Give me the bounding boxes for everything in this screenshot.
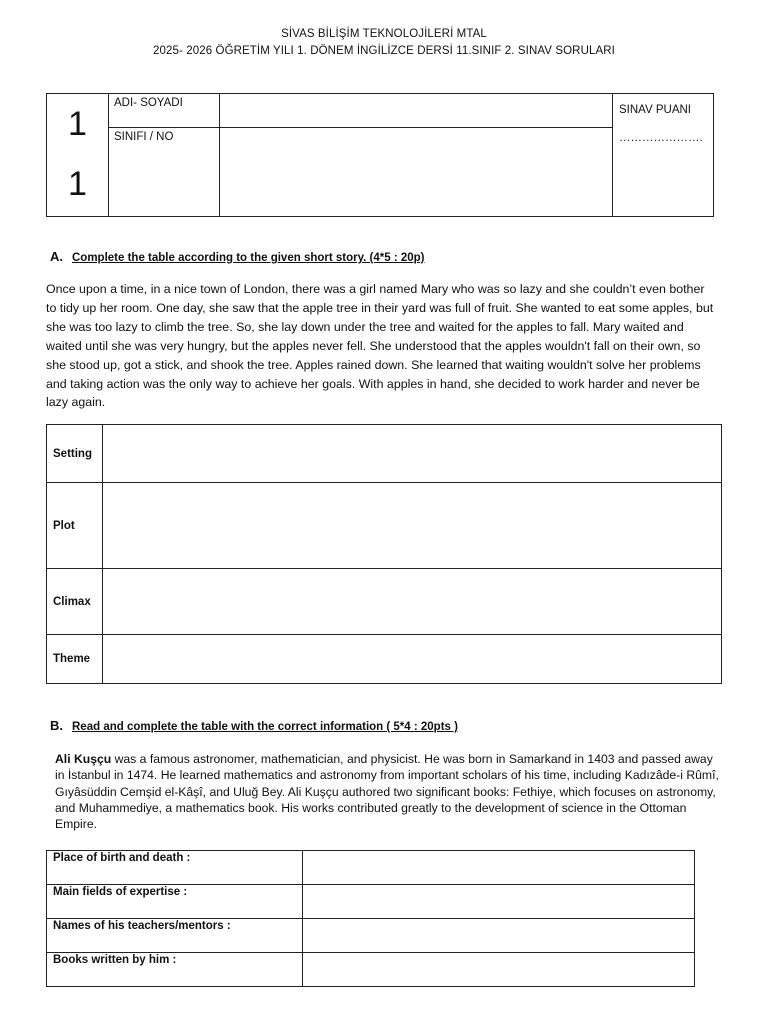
table-row bbox=[47, 483, 722, 569]
birth-death-answer[interactable] bbox=[303, 851, 695, 885]
name-field[interactable] bbox=[220, 94, 612, 128]
student-info-box bbox=[46, 93, 714, 217]
section-a-letter: A. bbox=[50, 249, 63, 264]
table-row bbox=[47, 425, 722, 483]
exam-score-cell bbox=[612, 94, 713, 216]
table-row bbox=[47, 569, 722, 635]
section-a-instruction: Complete the table according to the given short story. (4*5 : 20p) bbox=[72, 252, 425, 264]
school-name: SİVAS BİLİŞİM TEKNOLOJİLERİ MTAL bbox=[281, 28, 487, 40]
climax-label: Climax bbox=[47, 569, 103, 635]
biography-text: was a famous astronomer, mathematician, and physicist. He was born in Samarkand in 1403 and passed away in İstanbul in 1474. He learned mathematics and astronomy from important scholars of his time, including Kadızâde-i Rûmî, Gıyâsüddin Cemşid el-Kâşî, and Uluğ Bey. Ali Kuşçu authored two significant books: Fethiye, which focuses on astronomy, and Muhammediye, a mathematics book. His works contributed greatly to the development of science in the Ottoman Empire. bbox=[55, 752, 719, 832]
grade-digit-2: 1 bbox=[68, 165, 87, 203]
name-label: ADI- SOYADI bbox=[108, 94, 220, 128]
teachers-label: Names of his teachers/mentors : bbox=[47, 919, 303, 953]
grade-number bbox=[47, 94, 109, 216]
exam-score-label: SINAV PUANI bbox=[619, 104, 691, 116]
theme-answer[interactable] bbox=[103, 635, 722, 684]
grade-digit-1: 1 bbox=[68, 105, 87, 143]
section-b-title bbox=[50, 718, 458, 733]
expertise-answer[interactable] bbox=[303, 885, 695, 919]
climax-answer[interactable] bbox=[103, 569, 722, 635]
exam-title: 2025- 2026 ÖĞRETİM YILI 1. DÖNEM İNGİLİZCE DERSİ 11.SINIF 2. SINAV SORULARI bbox=[153, 45, 615, 57]
page-header bbox=[0, 26, 768, 60]
class-number-field[interactable] bbox=[220, 128, 612, 216]
biography-info-table bbox=[46, 850, 695, 987]
exam-score-blank[interactable]: …………………. bbox=[619, 132, 703, 144]
biography-name: Ali Kuşçu bbox=[55, 752, 112, 766]
setting-label: Setting bbox=[47, 425, 103, 483]
teachers-answer[interactable] bbox=[303, 919, 695, 953]
table-row bbox=[47, 953, 695, 987]
class-number-label: SINIFI / NO bbox=[108, 128, 220, 216]
expertise-label: Main fields of expertise : bbox=[47, 885, 303, 919]
table-row bbox=[47, 885, 695, 919]
short-story: Once upon a time, in a nice town of London, there was a girl named Mary who was so lazy and she couldn’t even bother to tidy up her room. One day, she saw that the apple tree in their yard was full of fruit. She wanted to eat some apples, but she was too lazy to climb the tree. So, she lay down under the tree and waited for the apples to fall. Mary waited and waited until she was very hungry, but the apples never fell. She understood that the apples wouldn't fall on their own, so she stood up, got a stick, and shook the tree. Apples rained down. She learned that waiting wouldn't solve her problems and taking action was the only way to achieve her goals. With apples in hand, she decided to work harder and never be lazy again. bbox=[46, 282, 714, 410]
section-b-instruction: Read and complete the table with the correct information ( 5*4 : 20pts ) bbox=[72, 721, 458, 733]
setting-answer[interactable] bbox=[103, 425, 722, 483]
birth-death-label: Place of birth and death : bbox=[47, 851, 303, 885]
biography-paragraph bbox=[55, 751, 723, 832]
section-a-title bbox=[50, 249, 425, 264]
plot-label: Plot bbox=[47, 483, 103, 569]
table-row bbox=[47, 919, 695, 953]
books-answer[interactable] bbox=[303, 953, 695, 987]
books-label: Books written by him : bbox=[47, 953, 303, 987]
section-b-letter: B. bbox=[50, 718, 63, 733]
theme-label: Theme bbox=[47, 635, 103, 684]
plot-answer[interactable] bbox=[103, 483, 722, 569]
story-elements-table bbox=[46, 424, 722, 684]
table-row bbox=[47, 635, 722, 684]
table-row bbox=[47, 851, 695, 885]
